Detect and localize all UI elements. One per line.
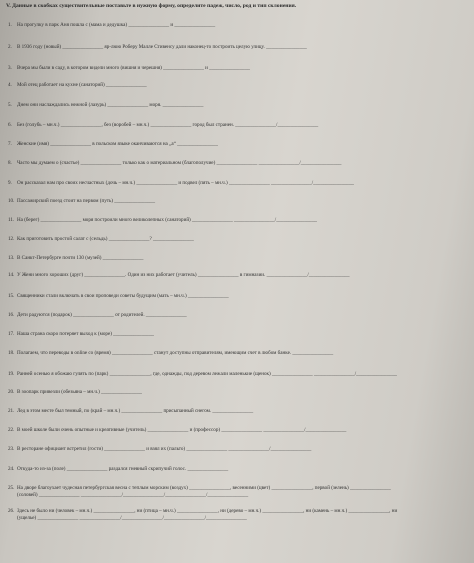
exercise-text: В Санкт-Петербурге почти 130 (музей) ________________ [17, 255, 144, 261]
exercise-number: 23. [8, 446, 15, 452]
exercise-number: 17. [8, 331, 15, 337]
exercise-item [8, 217, 470, 224]
exercise-text: На прогулку в парк Аня пошла с (мама и дедушка) ________________ и ________________ [17, 22, 216, 28]
exercise-number: 10. [8, 198, 15, 204]
exercise-title: V. Данные в скобках существительные поставьте в нужную форму, определите падеж, число, род и тип склонения. [6, 3, 297, 9]
exercise-item [8, 102, 470, 109]
exercise-text: Полагаем, что переводы в online со (время) ________________ станут доступны отправителям, имеющим счет в любом банке. ________________ [17, 350, 334, 356]
exercise-text: Ранней осенью я обожаю гулять по (парк) ________________, где, однажды, под деревом лежали маленькие (щенок) ________________ ________________/________________ [17, 371, 397, 377]
exercise-number: 7. [8, 141, 12, 147]
exercise-number: 1. [8, 22, 12, 28]
exercise-item [8, 180, 470, 187]
exercise-item [8, 65, 470, 72]
exercise-item [8, 466, 470, 473]
exercise-text: У Жени много хороших (друг) ________________. Один из них работает (учитель) ________________ в гимназии. ________________/________________ [17, 272, 350, 278]
exercise-number: 25. [8, 485, 15, 491]
exercise-number: 22. [8, 427, 15, 433]
exercise-text: Вчера мы были в саду, в котором видели много (вишня и черешня) ________________ и ________________ [17, 65, 250, 71]
exercise-item [8, 198, 470, 205]
exercise-number: 5. [8, 102, 12, 108]
exercise-text: Женские (имя) ________________ в польском языке оканчиваются на „а“ ________________ [17, 141, 218, 147]
exercise-item [8, 331, 470, 338]
exercise-text: Откуда-то из-за (поле) ________________ раздался гневный скрипучий голос. ________________ [17, 466, 229, 472]
exercise-number: 6. [8, 122, 12, 128]
exercise-text: Здесь не было ни (человек – мн.ч.) ________________, ни (птица – мн.ч.) ________________, ни (дерево – мн.ч.) ________________, ни (камень – мн.ч.) ________________, ни [17, 508, 398, 514]
exercise-number: 21. [8, 408, 15, 414]
exercise-text: На дворе благоухает чудесная петербургская весна с теплым морским (воздух) ________________, весенними (цвет) ________________, первой (зелень) ________________ [17, 485, 391, 491]
exercise-number: 18. [8, 350, 15, 356]
exercise-text: В моей школе были очень опытные и креативные (учитель) ________________ и (профессор) ________________ ________________/________________ [17, 427, 347, 433]
exercise-text: Наша страна скоро потеряет выход к (море) ________________ [17, 331, 154, 337]
exercise-item [8, 22, 470, 29]
exercise-number: 15. [8, 293, 15, 299]
exercise-item [8, 44, 470, 51]
exercise-text: Днем они наслаждались нежной (лазурь) ________________ моря. ________________ [17, 102, 204, 108]
exercise-item [8, 350, 470, 357]
exercise-number: 20. [8, 389, 15, 395]
exercise-item [8, 427, 470, 434]
exercise-text-continued: (соловей) ________________ ________________/________________/________________/________________ [17, 492, 249, 498]
exercise-number: 19. [8, 371, 15, 377]
exercise-text: На (берег) ________________ моря построили много великолепных (санаторий) ________________ ________________/________________ [17, 217, 317, 223]
exercise-item [8, 236, 470, 243]
exercise-text: В ресторане официант встретил (гости) ________________ и взял их (пальто) ________________ ________________/________________ [17, 446, 312, 452]
exercise-number: 3. [8, 65, 12, 71]
exercise-number: 14. [8, 272, 15, 278]
exercise-item [8, 408, 470, 415]
exercise-item [8, 485, 470, 499]
exercise-text: Пассажирский поезд стоит на первом (путь) ________________ [17, 198, 156, 204]
exercise-text: Как приготовить простой салат с (сельдь) ________________? ________________ [17, 236, 194, 242]
exercise-text: В 1936 году (новый) ________________ яр-люю Роберу Малле Стивенсу дали наконец-то построить целую улицу. ________________ [17, 44, 307, 50]
exercise-text: Мой отец работает на кухне (санаторий) ________________ [17, 82, 147, 88]
exercise-text: Священники стали включать в свои проповеди советы будущим (мать – мн.ч.) ________________ [17, 293, 229, 299]
exercise-number: 2. [8, 44, 12, 50]
exercise-item [8, 160, 470, 167]
exercise-number: 11. [8, 217, 15, 223]
exercise-item [8, 446, 470, 453]
exercise-item [8, 293, 470, 300]
exercise-number: 8. [8, 160, 12, 166]
exercise-item [8, 312, 470, 319]
exercise-item [8, 82, 470, 89]
exercise-item [8, 122, 470, 129]
exercise-number: 26. [8, 508, 15, 514]
exercise-text: Он рассказал нам про своих несчастных (дочь – мн.ч.) ________________ и подвел (пять – мн.ч.) ________________ ________________/________________ [17, 180, 354, 186]
exercise-item [8, 272, 470, 279]
exercise-number: 9. [8, 180, 12, 186]
exercise-number: 24. [8, 466, 15, 472]
exercise-number: 16. [8, 312, 15, 318]
exercise-text-continued: (ущелье) ________________ ________________/________________/________________/________________ [17, 515, 247, 521]
exercise-number: 13. [8, 255, 15, 261]
exercise-text: Дети радуются (подарок) ________________ от родителей. ________________ [17, 312, 187, 318]
exercise-text: Без (голубь – мн.ч.) ________________, без (воробей – мн.ч.) ________________ город был странен. ________________/________________ [17, 122, 319, 128]
exercise-item [8, 255, 470, 262]
exercise-item [8, 508, 470, 522]
exercise-item [8, 371, 470, 378]
exercise-number: 4. [8, 82, 12, 88]
exercise-number: 12. [8, 236, 15, 242]
exercise-text: Лед в этом месте был темный, по (край – мн.ч.) ________________ присыпанный снегом. ________________ [17, 408, 254, 414]
exercise-item [8, 389, 470, 396]
exercise-text: В зоопарк привезли (обезьяна – мн.ч.) ________________ [17, 389, 142, 395]
exercise-text: Часто мы думаем о (счастье) ________________ только как о материальном (благополучие) ________________ ________________/________________ [17, 160, 342, 166]
exercise-item [8, 141, 470, 148]
